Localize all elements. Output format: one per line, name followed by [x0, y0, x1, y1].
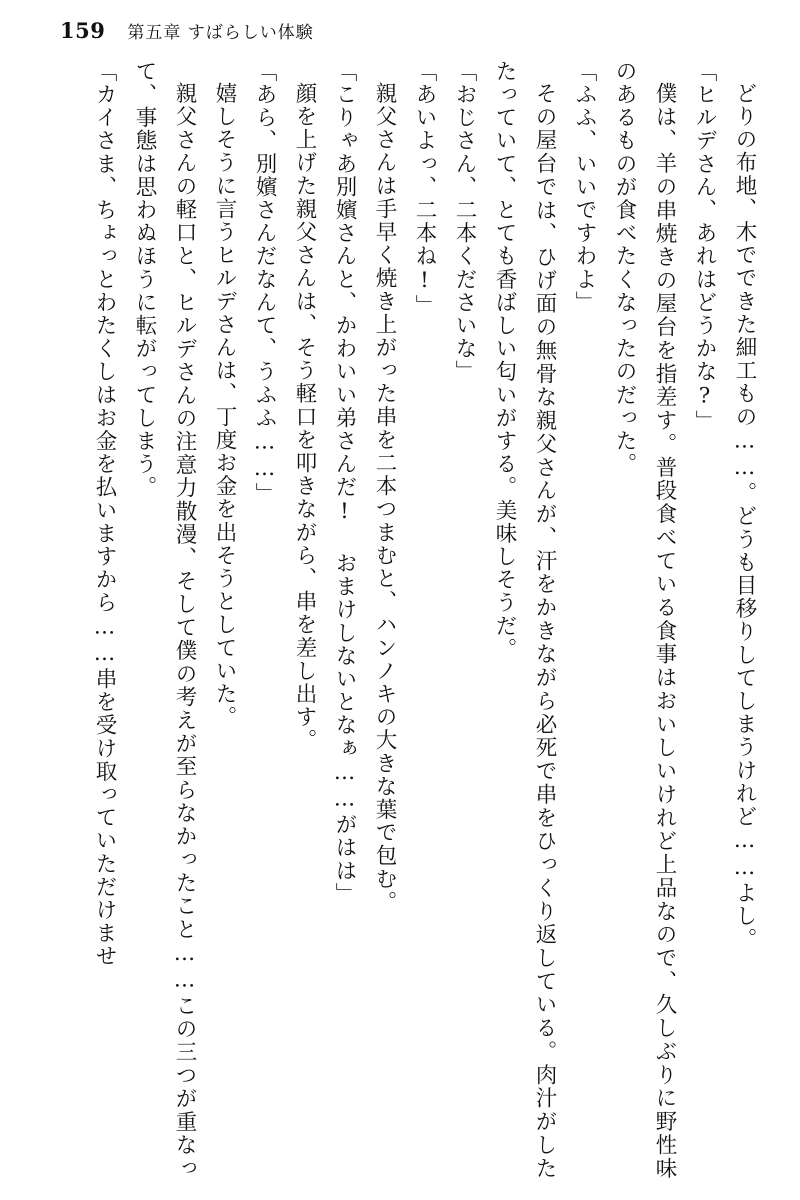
paragraph: 「カイさま、ちょっとわたくしはお金を払いますから……串を受け取っていただけませ: [92, 60, 117, 968]
paragraph: 顔を上げた親父さんは、そう軽口を叩きながら、串を差し出す。: [292, 82, 317, 752]
paragraph: その屋台では、ひげ面の無骨な親父さんが、汗をかきながら必死で串をひっくり返している。肉汁がしたたっていて、とても香ばしい匂いがする。美味しそうだ。: [492, 60, 557, 1180]
paragraph: 「ヒルデさん、あれはどうかな?」: [692, 60, 717, 434]
paragraph: どりの布地、木でできた細工もの……。どうも目移りしてしまうけれど……よし。: [732, 82, 757, 951]
body-text-area: [36, 60, 764, 1185]
paragraph: 「こりゃあ別嬪さんと、かわいい弟さんだ! おまけしないとなぁ……がはは」: [332, 60, 357, 906]
paragraph: 親父さんの軽口と、ヒルデさんの注意力散漫、そして僕の考えが至らなかったこと……この三つが重なって、事態は思わぬほうに転がってしまう。: [132, 60, 197, 1180]
paragraph: 「あら、別嬪さんだなんて、うふふ……」: [252, 60, 277, 506]
chapter-title: 第五章 すばらしい体験: [127, 23, 314, 43]
paragraph: 「おじさん、二本くださいな」: [452, 60, 477, 384]
paragraph: 「ふふ、いいですわよ」: [572, 60, 597, 315]
vertical-text-block: [36, 60, 764, 1180]
paragraph: 親父さんは手早く焼き上がった串を二本つまむと、ハンノキの大きな葉で包む。: [372, 82, 397, 914]
paragraph: 嬉しそうに言うヒルデさんは、丁度お金を出そうとしていた。: [212, 82, 237, 729]
page-number: 159: [60, 18, 106, 43]
paragraph: 僕は、羊の串焼きの屋台を指差す。普段食べている食事はおいしいけれど上品なので、久しぶりに野性味のあるものが食べたくなったのだった。: [612, 60, 677, 1180]
running-header: [0, 18, 800, 52]
paragraph: 「あいよっ、二本ね!」: [412, 60, 437, 318]
